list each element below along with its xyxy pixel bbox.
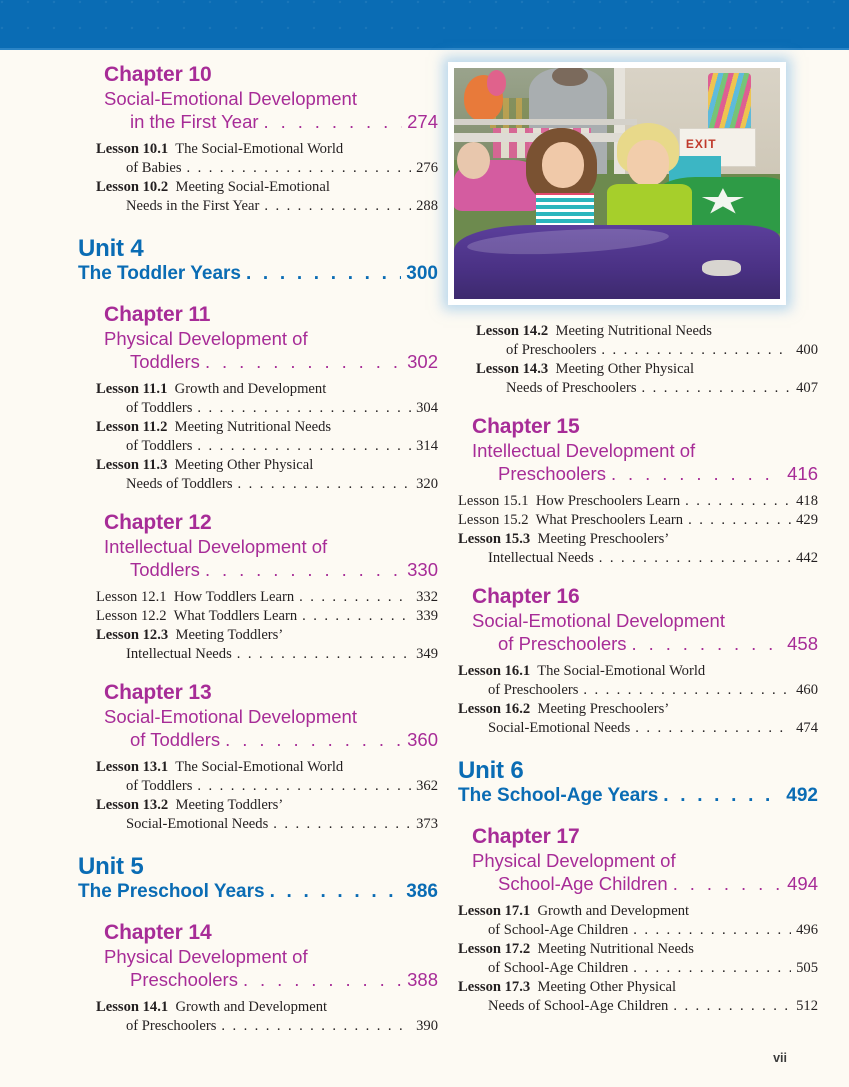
chapter-11-title-line2: Toddlers bbox=[130, 350, 200, 372]
chapter-12-title-line2: Toddlers bbox=[130, 558, 200, 580]
toc-page bbox=[0, 50, 849, 1087]
dot-leader bbox=[632, 633, 783, 656]
lesson-page: 429 bbox=[796, 512, 818, 529]
lesson-title-line2: Needs of Toddlers bbox=[126, 476, 233, 493]
lesson-title-line1: Meeting Toddlers’ bbox=[175, 627, 284, 644]
unit-6-label: Unit 6 bbox=[458, 757, 524, 785]
dot-leader bbox=[302, 607, 411, 626]
dot-leader bbox=[633, 921, 791, 940]
chapter-10-title-line1: Social-Emotional Development bbox=[104, 88, 357, 110]
lesson-title-line2: Social-Emotional Needs bbox=[126, 816, 269, 833]
lesson-number: Lesson 14.1 bbox=[96, 999, 169, 1016]
chapter-11-lessons bbox=[96, 380, 438, 494]
toc-right-column bbox=[458, 322, 818, 1016]
lesson-title-line1: Growth and Development bbox=[537, 903, 690, 920]
chapter-13-title-line1: Social-Emotional Development bbox=[104, 706, 357, 728]
lesson-title-line2: of Preschoolers bbox=[506, 341, 597, 358]
toc-chapter-15[interactable] bbox=[472, 414, 818, 485]
chapter-16-label: Chapter 16 bbox=[472, 585, 580, 609]
chapter-15-title-line1: Intellectual Development of bbox=[472, 440, 696, 462]
dot-leader bbox=[237, 645, 411, 664]
lesson-page: 276 bbox=[416, 160, 438, 177]
list-item[interactable] bbox=[458, 940, 818, 978]
page-number: vii bbox=[773, 1051, 787, 1065]
chapter-17-page: 494 bbox=[787, 872, 818, 894]
chapter-14-label: Chapter 14 bbox=[104, 921, 212, 945]
list-item[interactable] bbox=[96, 758, 438, 796]
chapter-15-lessons bbox=[458, 492, 818, 568]
lesson-title-line1: The Social-Emotional World bbox=[175, 759, 344, 776]
toc-chapter-14[interactable] bbox=[104, 920, 438, 991]
dot-leader bbox=[238, 475, 412, 494]
list-item[interactable] bbox=[458, 511, 818, 530]
chapter-13-lessons bbox=[96, 758, 438, 834]
lesson-page: 314 bbox=[416, 438, 438, 455]
chapter-12-title bbox=[104, 536, 438, 581]
lesson-number: Lesson 12.3 bbox=[96, 627, 169, 644]
toc-left-column bbox=[78, 50, 438, 1036]
lesson-number: Lesson 15.1 bbox=[458, 493, 529, 510]
lesson-title-line1: Meeting Toddlers’ bbox=[175, 797, 284, 814]
chapter-17-lessons bbox=[458, 902, 818, 1016]
lesson-title-line1: Meeting Nutritional Needs bbox=[537, 941, 694, 958]
unit-6-page: 492 bbox=[786, 785, 818, 807]
list-item[interactable] bbox=[458, 530, 818, 568]
lesson-title-line2: of Toddlers bbox=[126, 438, 193, 455]
lesson-page: 418 bbox=[796, 493, 818, 510]
dot-leader bbox=[246, 263, 401, 286]
list-item[interactable] bbox=[458, 700, 818, 738]
lesson-page: 496 bbox=[796, 922, 818, 939]
unit-4-title: The Toddler Years bbox=[78, 263, 241, 285]
unit-6-title: The School-Age Years bbox=[458, 785, 659, 807]
chapter-17-title bbox=[472, 850, 818, 895]
lesson-page: 320 bbox=[416, 476, 438, 493]
lesson-title-line2: of School-Age Children bbox=[488, 960, 629, 977]
lesson-title-line1: Meeting Preschoolers’ bbox=[537, 531, 670, 548]
lesson-title-line2: Needs in the First Year bbox=[126, 198, 260, 215]
list-item[interactable] bbox=[476, 360, 818, 398]
lesson-title-line1: Meeting Other Physical bbox=[174, 457, 314, 474]
chapter-15-title-line2: Preschoolers bbox=[498, 462, 606, 484]
lesson-number: Lesson 12.1 bbox=[96, 589, 167, 606]
lesson-title-line2: of Babies bbox=[126, 160, 182, 177]
unit-4-label: Unit 4 bbox=[78, 235, 144, 263]
chapter-13-title bbox=[104, 706, 438, 751]
lesson-title-line1: Meeting Nutritional Needs bbox=[555, 323, 712, 339]
lesson-page: 304 bbox=[416, 400, 438, 417]
lesson-title-line2: of Preschoolers bbox=[488, 682, 579, 699]
dot-leader bbox=[635, 719, 791, 738]
lesson-number: Lesson 10.1 bbox=[96, 141, 169, 158]
chapter-14-lessons-continued bbox=[476, 322, 818, 398]
lesson-number: Lesson 14.2 bbox=[476, 323, 549, 339]
chapter-14-title bbox=[104, 946, 438, 991]
lesson-page: 332 bbox=[416, 589, 438, 606]
lesson-number: Lesson 11.3 bbox=[96, 457, 168, 474]
lesson-page: 349 bbox=[416, 646, 438, 663]
lesson-title-line1: Meeting Nutritional Needs bbox=[174, 419, 332, 436]
unit-4-page: 300 bbox=[406, 263, 438, 285]
chapter-10-page: 274 bbox=[407, 110, 438, 132]
chapter-16-page: 458 bbox=[787, 632, 818, 654]
dot-leader bbox=[221, 1017, 411, 1036]
lesson-page: 407 bbox=[796, 379, 818, 396]
list-item[interactable] bbox=[458, 492, 818, 511]
lesson-title: What Toddlers Learn bbox=[173, 608, 298, 625]
dot-leader bbox=[197, 777, 411, 796]
list-item[interactable] bbox=[458, 978, 818, 1016]
lesson-title-line1: Growth and Development bbox=[174, 381, 327, 398]
list-item[interactable] bbox=[96, 418, 438, 456]
chapter-13-title-line2: of Toddlers bbox=[130, 728, 221, 750]
lesson-title-line2: Needs of School-Age Children bbox=[488, 998, 669, 1015]
lesson-title-line1: Meeting Preschoolers’ bbox=[537, 701, 670, 718]
lesson-page: 362 bbox=[416, 778, 438, 795]
lesson-page: 288 bbox=[416, 198, 438, 215]
dot-leader bbox=[642, 379, 792, 398]
lesson-title-line2: Needs of Preschoolers bbox=[506, 379, 637, 396]
photo-image bbox=[454, 68, 780, 299]
chapter-11-label: Chapter 11 bbox=[104, 302, 211, 326]
list-item[interactable] bbox=[458, 902, 818, 940]
dot-leader bbox=[599, 549, 791, 568]
chapter-13-label: Chapter 13 bbox=[104, 681, 212, 705]
dot-leader bbox=[264, 111, 403, 134]
lesson-title-line2: Intellectual Needs bbox=[126, 646, 232, 663]
list-item[interactable] bbox=[96, 626, 438, 664]
dot-leader bbox=[673, 873, 782, 896]
toc-unit-4[interactable] bbox=[78, 236, 438, 286]
chapter-13-page: 360 bbox=[407, 728, 438, 750]
lesson-number: Lesson 14.3 bbox=[476, 360, 549, 377]
lesson-title-line1: Growth and Development bbox=[175, 999, 328, 1016]
dot-leader bbox=[299, 588, 411, 607]
top-blue-band bbox=[0, 0, 849, 48]
dot-leader bbox=[264, 197, 411, 216]
chapter-17-title-line1: Physical Development of bbox=[472, 850, 676, 872]
chapter-15-page: 416 bbox=[787, 462, 818, 484]
chapter-17-label: Chapter 17 bbox=[472, 824, 580, 848]
lesson-page: 505 bbox=[796, 960, 818, 977]
list-item[interactable] bbox=[96, 140, 438, 178]
lesson-title: How Preschoolers Learn bbox=[535, 493, 681, 510]
lesson-number: Lesson 15.2 bbox=[458, 512, 529, 529]
dot-leader bbox=[673, 997, 791, 1016]
lesson-title-line2: Intellectual Needs bbox=[488, 550, 594, 567]
lesson-number: Lesson 13.1 bbox=[96, 759, 169, 776]
list-item[interactable] bbox=[458, 662, 818, 700]
lesson-number: Lesson 12.2 bbox=[96, 608, 167, 625]
lesson-number: Lesson 11.1 bbox=[96, 381, 168, 398]
lesson-title-line1: Meeting Other Physical bbox=[555, 360, 695, 377]
lesson-title: What Preschoolers Learn bbox=[535, 512, 684, 529]
lesson-number: Lesson 15.3 bbox=[458, 531, 531, 548]
chapter-16-title bbox=[472, 610, 818, 655]
dot-leader bbox=[601, 341, 791, 360]
lesson-number: Lesson 11.2 bbox=[96, 419, 168, 436]
lesson-number: Lesson 16.1 bbox=[458, 663, 531, 680]
dot-leader bbox=[270, 881, 402, 904]
toc-unit-6[interactable] bbox=[458, 758, 818, 808]
lesson-title-line2: of Toddlers bbox=[126, 400, 193, 417]
list-item[interactable] bbox=[96, 588, 438, 607]
dot-leader bbox=[197, 437, 411, 456]
chapter-16-title-line2: of Preschoolers bbox=[498, 632, 627, 654]
chapter-11-title bbox=[104, 328, 438, 373]
dot-leader bbox=[225, 729, 402, 752]
toc-unit-5[interactable] bbox=[78, 854, 438, 904]
lesson-title-line2: of School-Age Children bbox=[488, 922, 629, 939]
lesson-title-line1: Meeting Other Physical bbox=[537, 979, 677, 996]
list-item[interactable] bbox=[96, 380, 438, 418]
lesson-page: 390 bbox=[416, 1018, 438, 1035]
unit-5-page: 386 bbox=[406, 881, 438, 903]
lesson-title-line2: of Preschoolers bbox=[126, 1018, 217, 1035]
toc-chapter-10[interactable] bbox=[104, 62, 438, 133]
chapter-10-title-line2: in the First Year bbox=[130, 110, 259, 132]
chapter-15-label: Chapter 15 bbox=[472, 414, 580, 438]
dot-leader bbox=[611, 463, 782, 486]
chapter-12-label: Chapter 12 bbox=[104, 510, 212, 534]
chapter-12-lessons bbox=[96, 588, 438, 664]
unit-5-label: Unit 5 bbox=[78, 853, 144, 881]
lesson-title-line1: The Social-Emotional World bbox=[175, 141, 344, 158]
chapter-10-title bbox=[104, 88, 438, 133]
dot-leader bbox=[663, 785, 781, 808]
lesson-page: 474 bbox=[796, 720, 818, 737]
lesson-number: Lesson 17.1 bbox=[458, 903, 531, 920]
lesson-number: Lesson 13.2 bbox=[96, 797, 169, 814]
toc-chapter-13[interactable] bbox=[104, 680, 438, 751]
lesson-number: Lesson 16.2 bbox=[458, 701, 531, 718]
lesson-title-line2: of Toddlers bbox=[126, 778, 193, 795]
list-item[interactable] bbox=[96, 998, 438, 1036]
dot-leader bbox=[197, 399, 411, 418]
toc-chapter-12[interactable] bbox=[104, 510, 438, 581]
chapter-14-lessons bbox=[96, 998, 438, 1036]
dot-leader bbox=[685, 492, 791, 511]
dot-leader bbox=[633, 959, 791, 978]
dot-leader bbox=[205, 559, 402, 582]
chapter-16-title-line1: Social-Emotional Development bbox=[472, 610, 725, 632]
lesson-page: 339 bbox=[416, 608, 438, 625]
chapter-15-title bbox=[472, 440, 818, 485]
chapter-11-page: 302 bbox=[407, 350, 438, 372]
lesson-page: 373 bbox=[416, 816, 438, 833]
lesson-title-line1: The Social-Emotional World bbox=[537, 663, 706, 680]
dot-leader bbox=[243, 969, 402, 992]
dot-leader bbox=[273, 815, 411, 834]
dot-leader bbox=[583, 681, 791, 700]
chapter-16-lessons bbox=[458, 662, 818, 738]
chapter-12-title-line1: Intellectual Development of bbox=[104, 536, 328, 558]
chapter-10-label: Chapter 10 bbox=[104, 63, 212, 86]
list-item[interactable] bbox=[96, 456, 438, 494]
unit-5-title: The Preschool Years bbox=[78, 881, 265, 903]
lesson-page: 460 bbox=[796, 682, 818, 699]
lesson-title-line1: Meeting Social-Emotional bbox=[175, 179, 330, 196]
dot-leader bbox=[205, 351, 402, 374]
toc-chapter-16[interactable] bbox=[472, 584, 818, 655]
chapter-14-page: 388 bbox=[407, 968, 438, 990]
chapter-14-title-line2: Preschoolers bbox=[130, 968, 238, 990]
list-item[interactable] bbox=[476, 322, 818, 360]
list-item[interactable] bbox=[96, 178, 438, 216]
chapter-14-title-line1: Physical Development of bbox=[104, 946, 308, 968]
toc-chapter-11[interactable] bbox=[104, 302, 438, 373]
lesson-page: 400 bbox=[796, 341, 818, 358]
lesson-title-line2: Social-Emotional Needs bbox=[488, 720, 631, 737]
lesson-title: How Toddlers Learn bbox=[173, 589, 295, 606]
lesson-number: Lesson 10.2 bbox=[96, 179, 169, 196]
dot-leader bbox=[688, 511, 791, 530]
list-item[interactable] bbox=[96, 796, 438, 834]
chapter-10-lessons bbox=[96, 140, 438, 216]
chapter-11-title-line1: Physical Development of bbox=[104, 328, 308, 350]
chapter-17-title-line2: School-Age Children bbox=[498, 872, 668, 894]
lesson-number: Lesson 17.2 bbox=[458, 941, 531, 958]
lesson-page: 512 bbox=[796, 998, 818, 1015]
lesson-number: Lesson 17.3 bbox=[458, 979, 531, 996]
fair-ride-photo bbox=[448, 62, 786, 305]
exit-sign-label: EXIT bbox=[685, 137, 717, 152]
dot-leader bbox=[187, 159, 412, 178]
lesson-page: 442 bbox=[796, 550, 818, 567]
toc-chapter-17[interactable] bbox=[472, 824, 818, 895]
list-item[interactable] bbox=[96, 607, 438, 626]
chapter-12-page: 330 bbox=[407, 558, 438, 580]
